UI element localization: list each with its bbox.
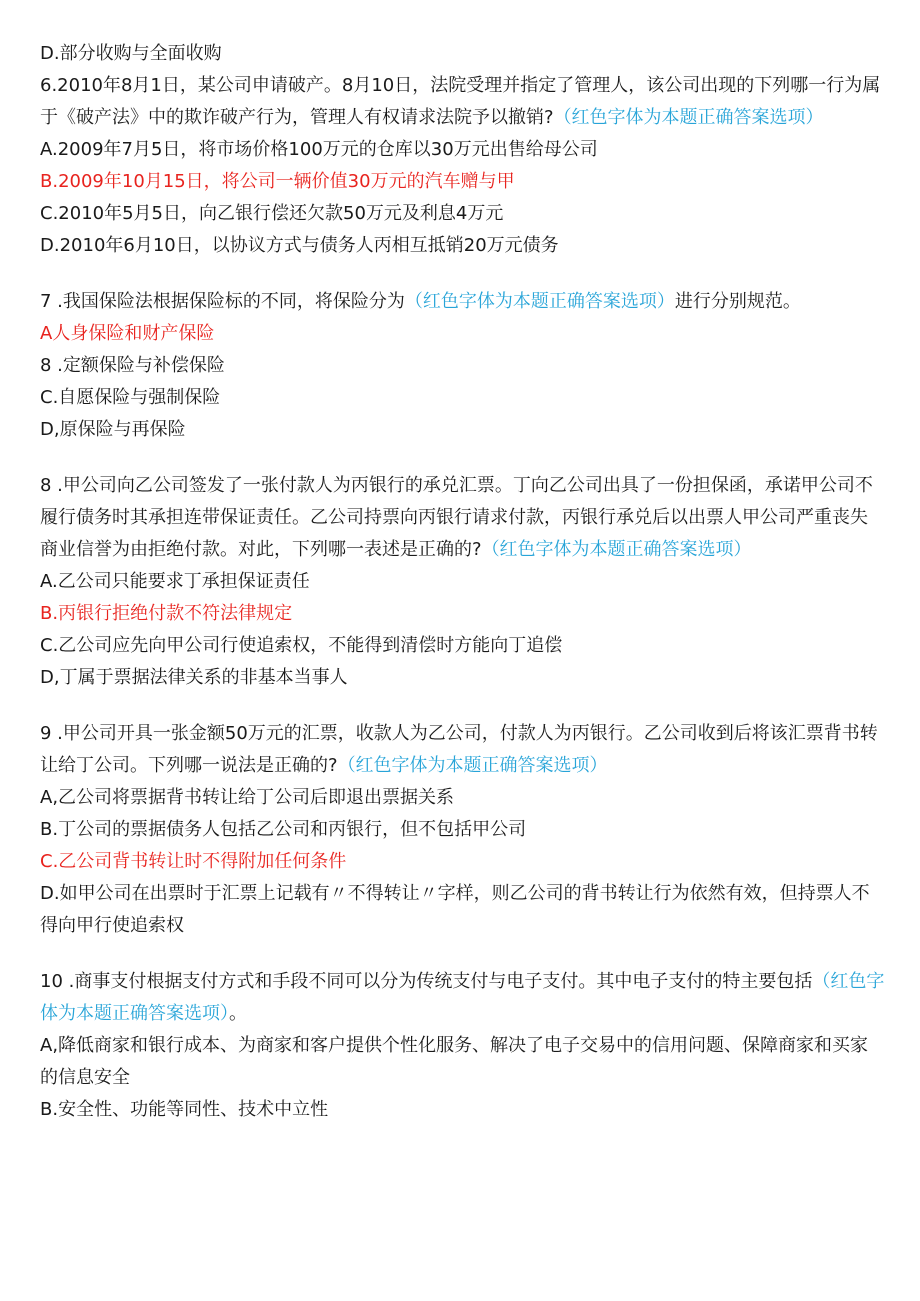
question-6-hint: （红色字体为本题正确答案选项） (553, 107, 824, 128)
option-q7-d: D,原保险与再保险 (40, 419, 186, 440)
question-7-text-end: 进行分别规范。 (674, 291, 801, 312)
spacer (40, 694, 885, 718)
question-9-text: 9 .甲公司开具一张金额50万元的汇票，收款人为乙公司，付款人为丙银行。乙公司收到后将该汇票背书转让给丁公司。下列哪一说法是正确的? (40, 723, 878, 776)
question-9 (40, 718, 885, 782)
option-q7-c: C.自愿保险与强制保险 (40, 387, 221, 408)
question-10-text-end: 。 (229, 1003, 247, 1024)
option-q9-b: B.丁公司的票据债务人包括乙公司和丙银行，但不包括甲公司 (40, 819, 527, 840)
option-q10-a: A,降低商家和银行成本、为商家和客户提供个性化服务、解决了电子交易中的信用问题、保障商家和买家的信息安全 (40, 1035, 869, 1088)
option-q8-b-correct: B.丙银行拒绝付款不符法律规定 (40, 603, 293, 624)
option-q8-c: C.乙公司应先向甲公司行使追索权，不能得到清偿时方能向丁追偿 (40, 635, 563, 656)
option-q9-c-correct: C.乙公司背书转让时不得附加任何条件 (40, 851, 347, 872)
option-q5-d: D.部分收购与全面收购 (40, 43, 222, 64)
spacer (40, 262, 885, 286)
question-10-text: 10 .商事支付根据支付方式和手段不同可以分为传统支付与电子支付。其中电子支付的特主要包括 (40, 971, 813, 992)
option-q6-c: C.2010年5月5日，向乙银行偿还欠款50万元及利息4万元 (40, 203, 504, 224)
question-9-hint: （红色字体为本题正确答案选项） (337, 755, 608, 776)
question-8-text: 8 .甲公司向乙公司签发了一张付款人为丙银行的承兑汇票。丁向乙公司出具了一份担保函，承诺甲公司不履行债务时其承担连带保证责任。乙公司持票向丙银行请求付款，丙银行承兑后以出票人甲公司严重丧失商业信誉为由拒绝付款。对此，下列哪一表述是正确的? (40, 475, 873, 560)
option-q6-a: A.2009年7月5日，将市场价格100万元的仓库以30万元出售给母公司 (40, 139, 598, 160)
spacer (40, 446, 885, 470)
question-7 (40, 286, 885, 318)
option-q7-a-correct: A人身保险和财产保险 (40, 323, 215, 344)
question-7-hint: （红色字体为本题正确答案选项） (404, 291, 675, 312)
spacer (40, 942, 885, 966)
question-6 (40, 70, 885, 134)
option-q9-a: A,乙公司将票据背书转让给丁公司后即退出票据关系 (40, 787, 455, 808)
option-q9-d: D.如甲公司在出票时于汇票上记载有〃不得转让〃字样，则乙公司的背书转让行为依然有效，但持票人不得向甲行使追索权 (40, 883, 870, 936)
question-8 (40, 470, 885, 566)
question-10 (40, 966, 885, 1030)
document-page (40, 38, 885, 1126)
option-q7-b: 8 .定额保险与补偿保险 (40, 355, 225, 376)
option-q10-b: B.安全性、功能等同性、技术中立性 (40, 1099, 329, 1120)
question-10-hint: （红色字体为本题正确答案选项） (40, 971, 885, 1024)
option-q8-a: A.乙公司只能要求丁承担保证责任 (40, 571, 310, 592)
question-7-text: 7 .我国保险法根据保险标的不同，将保险分为 (40, 291, 405, 312)
option-q6-d: D.2010年6月10日，以协议方式与债务人丙相互抵销20万元债务 (40, 235, 559, 256)
question-8-hint: （红色字体为本题正确答案选项） (481, 539, 752, 560)
option-q6-b-correct: B.2009年10月15日，将公司一辆价值30万元的汽车赠与甲 (40, 171, 515, 192)
option-q8-d: D,丁属于票据法律关系的非基本当事人 (40, 667, 348, 688)
question-6-text: 6.2010年8月1日，某公司申请破产。8月10日，法院受理并指定了管理人，该公司出现的下列哪一行为属于《破产法》中的欺诈破产行为，管理人有权请求法院予以撤销? (40, 75, 881, 128)
